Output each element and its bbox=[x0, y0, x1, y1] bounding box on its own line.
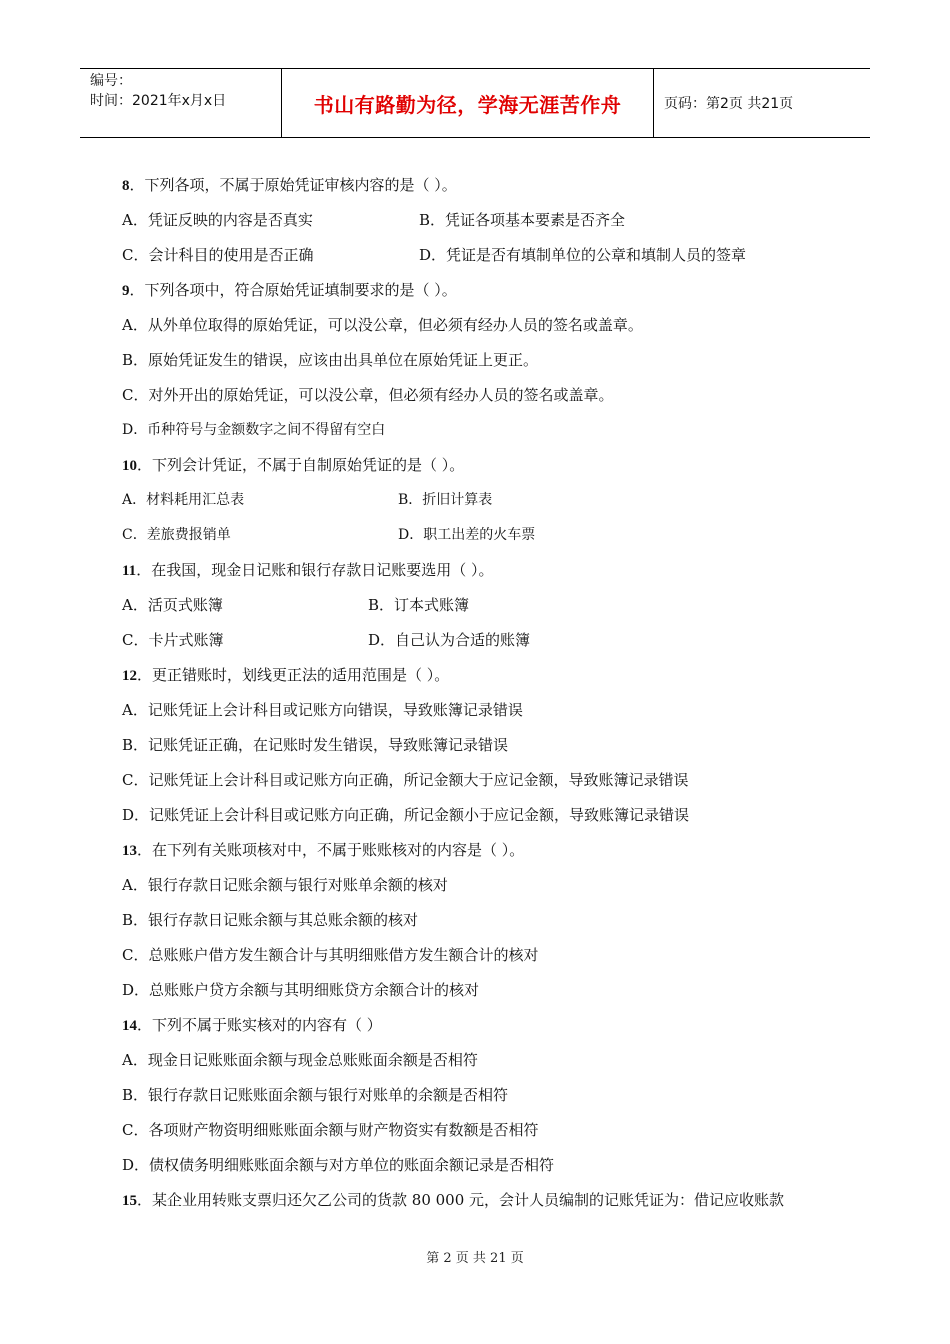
question-text: ．在我国，现金日记账和银行存款日记账要选用（ ）。 bbox=[136, 561, 494, 579]
option-d: D．职工出差的火车票 bbox=[398, 527, 536, 543]
option-d: D．币种符号与金额数字之间不得留有空白 bbox=[122, 422, 386, 438]
option-row bbox=[122, 483, 882, 518]
question-number: 13 bbox=[122, 843, 137, 859]
option-row bbox=[122, 588, 882, 623]
question-text: ．下列不属于账实核对的内容有（ ） bbox=[137, 1016, 382, 1034]
question-number: 11 bbox=[122, 563, 137, 579]
time-label: 时间：2021年x月x日 bbox=[90, 93, 227, 109]
question-14 bbox=[122, 1008, 882, 1043]
option-d: D．凭证是否有填制单位的公章和填制人员的签章 bbox=[419, 246, 747, 264]
page-footer: 第 2 页 共 21 页 bbox=[426, 1251, 524, 1266]
option-d: D．债权债务明细账账面余额与对方单位的账面余额记录是否相符 bbox=[122, 1156, 555, 1174]
header-motto-cell bbox=[282, 69, 654, 137]
question-8 bbox=[122, 168, 882, 203]
header-left-cell bbox=[80, 69, 282, 137]
question-number: 12 bbox=[122, 668, 137, 684]
option-c: C．对外开出的原始凭证，可以没公章，但必须有经办人员的签名或盖章。 bbox=[122, 386, 614, 404]
option-c: C．卡片式账簿 bbox=[122, 631, 224, 649]
question-text: ．在下列有关账项核对中，不属于账账核对的内容是（ ）。 bbox=[137, 841, 525, 859]
question-number: 10 bbox=[122, 458, 137, 474]
number-label: 编号： bbox=[90, 73, 132, 89]
option-c: C．记账凭证上会计科目或记账方向正确，所记金额大于应记金额，导致账簿记录错误 bbox=[122, 771, 689, 789]
option-a: A．现金日记账账面余额与现金总账账面余额是否相符 bbox=[122, 1051, 478, 1069]
option-d: D．自己认为合适的账簿 bbox=[368, 631, 531, 649]
option-b: B．银行存款日记账余额与其总账余额的核对 bbox=[122, 911, 419, 929]
option-b: B．记账凭证正确，在记账时发生错误，导致账簿记录错误 bbox=[122, 736, 509, 754]
question-11 bbox=[122, 553, 882, 588]
option-d: D．记账凭证上会计科目或记账方向正确，所记金额小于应记金额，导致账簿记录错误 bbox=[122, 806, 690, 824]
option-c: C．差旅费报销单 bbox=[122, 527, 231, 543]
option-a: A．从外单位取得的原始凭证，可以没公章，但必须有经办人员的签名或盖章。 bbox=[122, 316, 643, 334]
option-row bbox=[122, 623, 882, 658]
question-number: 8 bbox=[122, 178, 130, 194]
option-d: D．总账账户贷方余额与其明细账贷方余额合计的核对 bbox=[122, 981, 480, 999]
option-b: B．原始凭证发生的错误，应该由出具单位在原始凭证上更正。 bbox=[122, 351, 539, 369]
option-a: A．活页式账簿 bbox=[122, 596, 223, 614]
question-10 bbox=[122, 448, 882, 483]
question-15 bbox=[122, 1183, 882, 1218]
question-9 bbox=[122, 273, 882, 308]
option-c: C．各项财产物资明细账账面余额与财产物资实有数额是否相符 bbox=[122, 1121, 539, 1139]
question-list bbox=[122, 168, 882, 1218]
question-number: 9 bbox=[122, 283, 130, 299]
question-12 bbox=[122, 658, 882, 693]
question-text: ．下列会计凭证，不属于自制原始凭证的是（ ）。 bbox=[137, 456, 465, 474]
question-text: ．下列各项中，符合原始凭证填制要求的是（ ）。 bbox=[129, 281, 457, 299]
option-a: A．记账凭证上会计科目或记账方向错误，导致账簿记录错误 bbox=[122, 701, 523, 719]
option-a: A．凭证反映的内容是否真实 bbox=[122, 211, 313, 229]
header-page-cell bbox=[654, 69, 870, 137]
question-13 bbox=[122, 833, 882, 868]
option-c: C．会计科目的使用是否正确 bbox=[122, 246, 314, 264]
option-row bbox=[122, 203, 882, 238]
question-text: ．更正错账时，划线更正法的适用范围是（ ）。 bbox=[137, 666, 450, 684]
option-a: A．银行存款日记账余额与银行对账单余额的核对 bbox=[122, 876, 448, 894]
question-text: ．某企业用转账支票归还欠乙公司的货款 80 000 元，会计人员编制的记账凭证为：借记应收账款 bbox=[137, 1191, 785, 1209]
motto-text: 书山有路勤为径，学海无涯苦作舟 bbox=[313, 92, 622, 117]
option-c: C．总账账户借方发生额合计与其明细账借方发生额合计的核对 bbox=[122, 946, 539, 964]
option-a: A．材料耗用汇总表 bbox=[122, 492, 245, 508]
page-header bbox=[80, 68, 870, 138]
option-row bbox=[122, 518, 882, 553]
option-b: B．银行存款日记账账面余额与银行对账单的余额是否相符 bbox=[122, 1086, 509, 1104]
question-number: 14 bbox=[122, 1018, 137, 1034]
option-b: B．折旧计算表 bbox=[398, 492, 493, 508]
question-number: 15 bbox=[122, 1193, 137, 1209]
option-row bbox=[122, 238, 882, 273]
question-text: ．下列各项，不属于原始凭证审核内容的是（ ）。 bbox=[129, 176, 457, 194]
option-b: B．凭证各项基本要素是否齐全 bbox=[419, 211, 626, 229]
page-code: 页码：第2页 共21页 bbox=[664, 96, 794, 112]
option-b: B．订本式账簿 bbox=[368, 596, 470, 614]
